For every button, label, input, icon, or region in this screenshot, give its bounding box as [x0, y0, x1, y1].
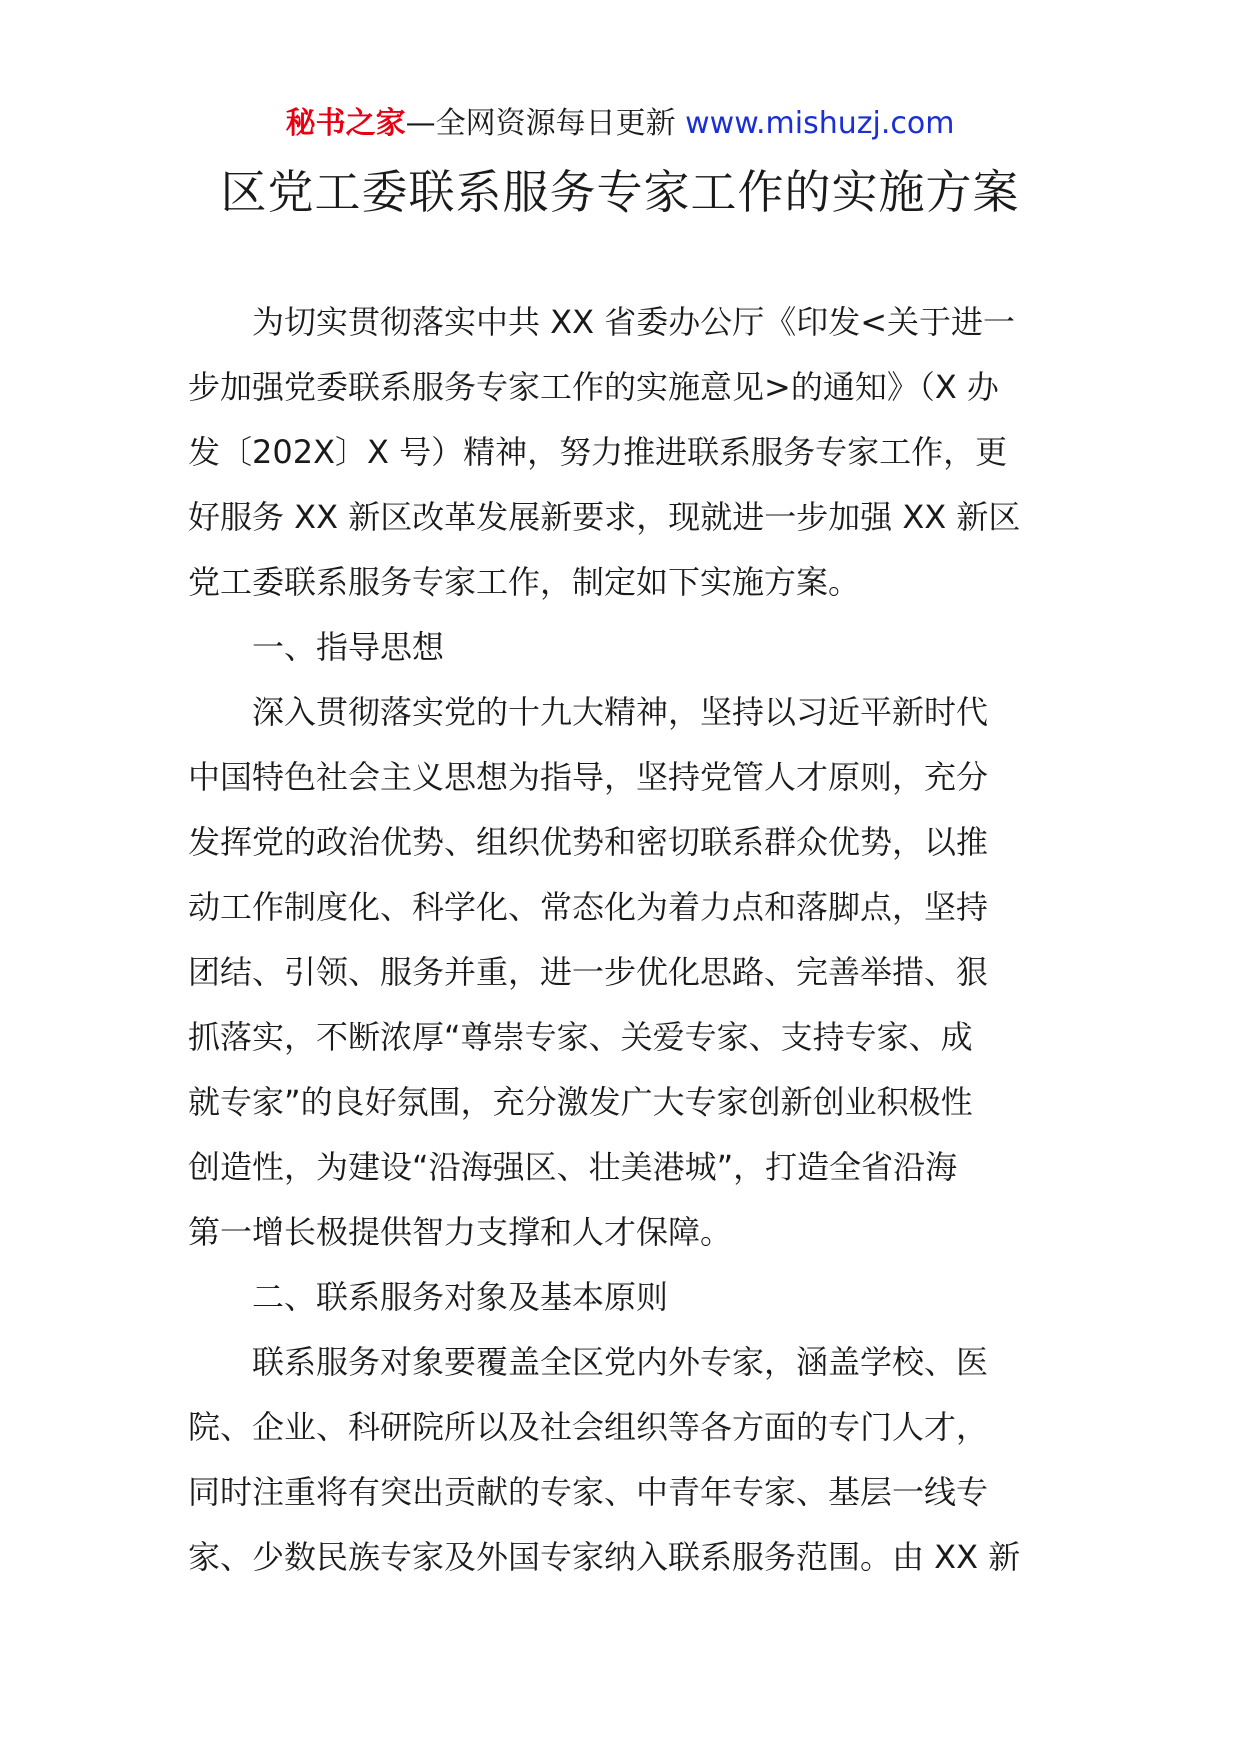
text-line: 联系服务对象要覆盖全区党内外专家，涵盖学校、医 — [252, 1343, 989, 1381]
text-line: 党工委联系服务专家工作，制定如下实施方案。 — [188, 563, 861, 601]
text-line: 发〔202X〕X 号）精神，努力推进联系服务专家工作，更 — [188, 433, 1008, 471]
text-line: 步加强党委联系服务专家工作的实施意见>的通知》（X 办 — [188, 368, 999, 406]
text-line: 第一增长极提供智力支撑和人才保障。 — [188, 1213, 733, 1251]
site-banner — [0, 102, 1240, 146]
banner-slogan: —全网资源每日更新 — [405, 106, 676, 141]
text-line: 一、指导思想 — [252, 628, 445, 666]
text-line: 中国特色社会主义思想为指导，坚持党管人才原则，充分 — [188, 758, 989, 796]
text-line: 发挥党的政治优势、组织优势和密切联系群众优势，以推 — [188, 823, 989, 861]
text-line: 同时注重将有突出贡献的专家、中青年专家、基层一线专 — [188, 1473, 989, 1511]
brand-name: 秘书之家 — [285, 106, 406, 141]
text-line: 二、联系服务对象及基本原则 — [252, 1278, 669, 1316]
text-line: 动工作制度化、科学化、常态化为着力点和落脚点，坚持 — [188, 888, 989, 926]
text-line: 深入贯彻落实党的十九大精神，坚持以习近平新时代 — [252, 693, 989, 731]
site-url: www.mishuzj.com — [685, 106, 955, 141]
text-line: 抓落实，不断浓厚“尊崇专家、关爱专家、支持专家、成 — [188, 1018, 973, 1056]
text-line: 为切实贯彻落实中共 XX 省委办公厅《印发<关于进一 — [252, 303, 1016, 341]
document-body — [188, 290, 1056, 1590]
text-line: 院、企业、科研院所以及社会组织等各方面的专门人才， — [188, 1408, 989, 1446]
text-line: 就专家”的良好氛围，充分激发广大专家创新创业积极性 — [188, 1083, 973, 1121]
text-line: 创造性，为建设“沿海强区、壮美港城”，打造全省沿海 — [188, 1148, 958, 1186]
text-line: 家、少数民族专家及外国专家纳入联系服务范围。由 XX 新 — [188, 1538, 1021, 1576]
text-line: 好服务 XX 新区改革发展新要求，现就进一步加强 XX 新区 — [188, 498, 1021, 536]
document-title: 区党工委联系服务专家工作的实施方案 — [220, 165, 1020, 219]
text-line: 团结、引领、服务并重，进一步优化思路、完善举措、狠 — [188, 953, 989, 991]
